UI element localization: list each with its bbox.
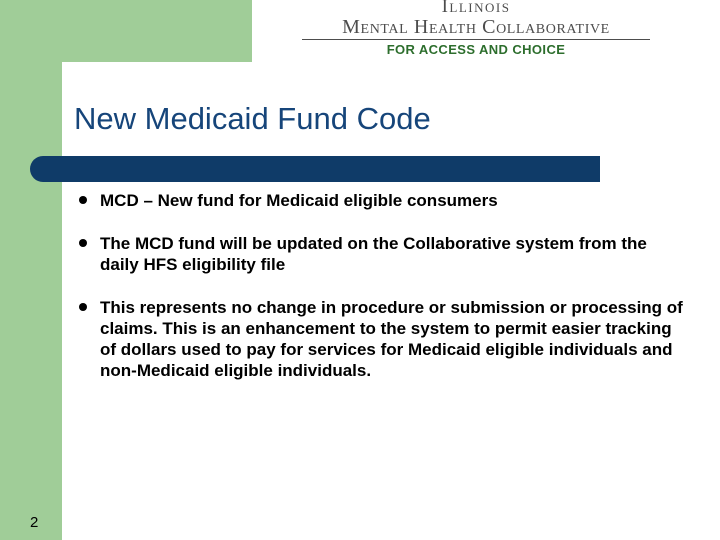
bullet-text: MCD – New fund for Medicaid eligible consumers [100,191,498,210]
bullet-dot-icon [79,239,87,247]
bullet-item [76,233,686,275]
bullet-item [76,297,686,381]
top-green-band [0,0,252,62]
logo-tagline: FOR ACCESS AND CHOICE [386,42,566,57]
page-number: 2 [30,514,39,531]
logo-divider [302,39,650,40]
logo-mental-health-collaborative: Mental Health Collaborative [342,16,610,38]
title-underline-bar [30,156,600,182]
logo-illinois: Illinois [441,0,511,17]
slide-title: New Medicaid Fund Code [74,101,431,136]
bullet-text: The MCD fund will be updated on the Collaborative system from the daily HFS eligibility file [100,234,647,274]
bullet-text: This represents no change in procedure or submission or processing of claims. This is an enhancement to the system to permit easier tracking of dollars used to pay for services for Medicaid eligible individuals and non-Medicaid eligible individuals. [100,298,683,380]
bullet-dot-icon [79,196,87,204]
bullet-list [76,190,686,381]
left-green-band [0,0,62,540]
bullet-dot-icon [79,303,87,311]
bullet-item [76,190,686,211]
collaborative-logo [296,0,656,66]
